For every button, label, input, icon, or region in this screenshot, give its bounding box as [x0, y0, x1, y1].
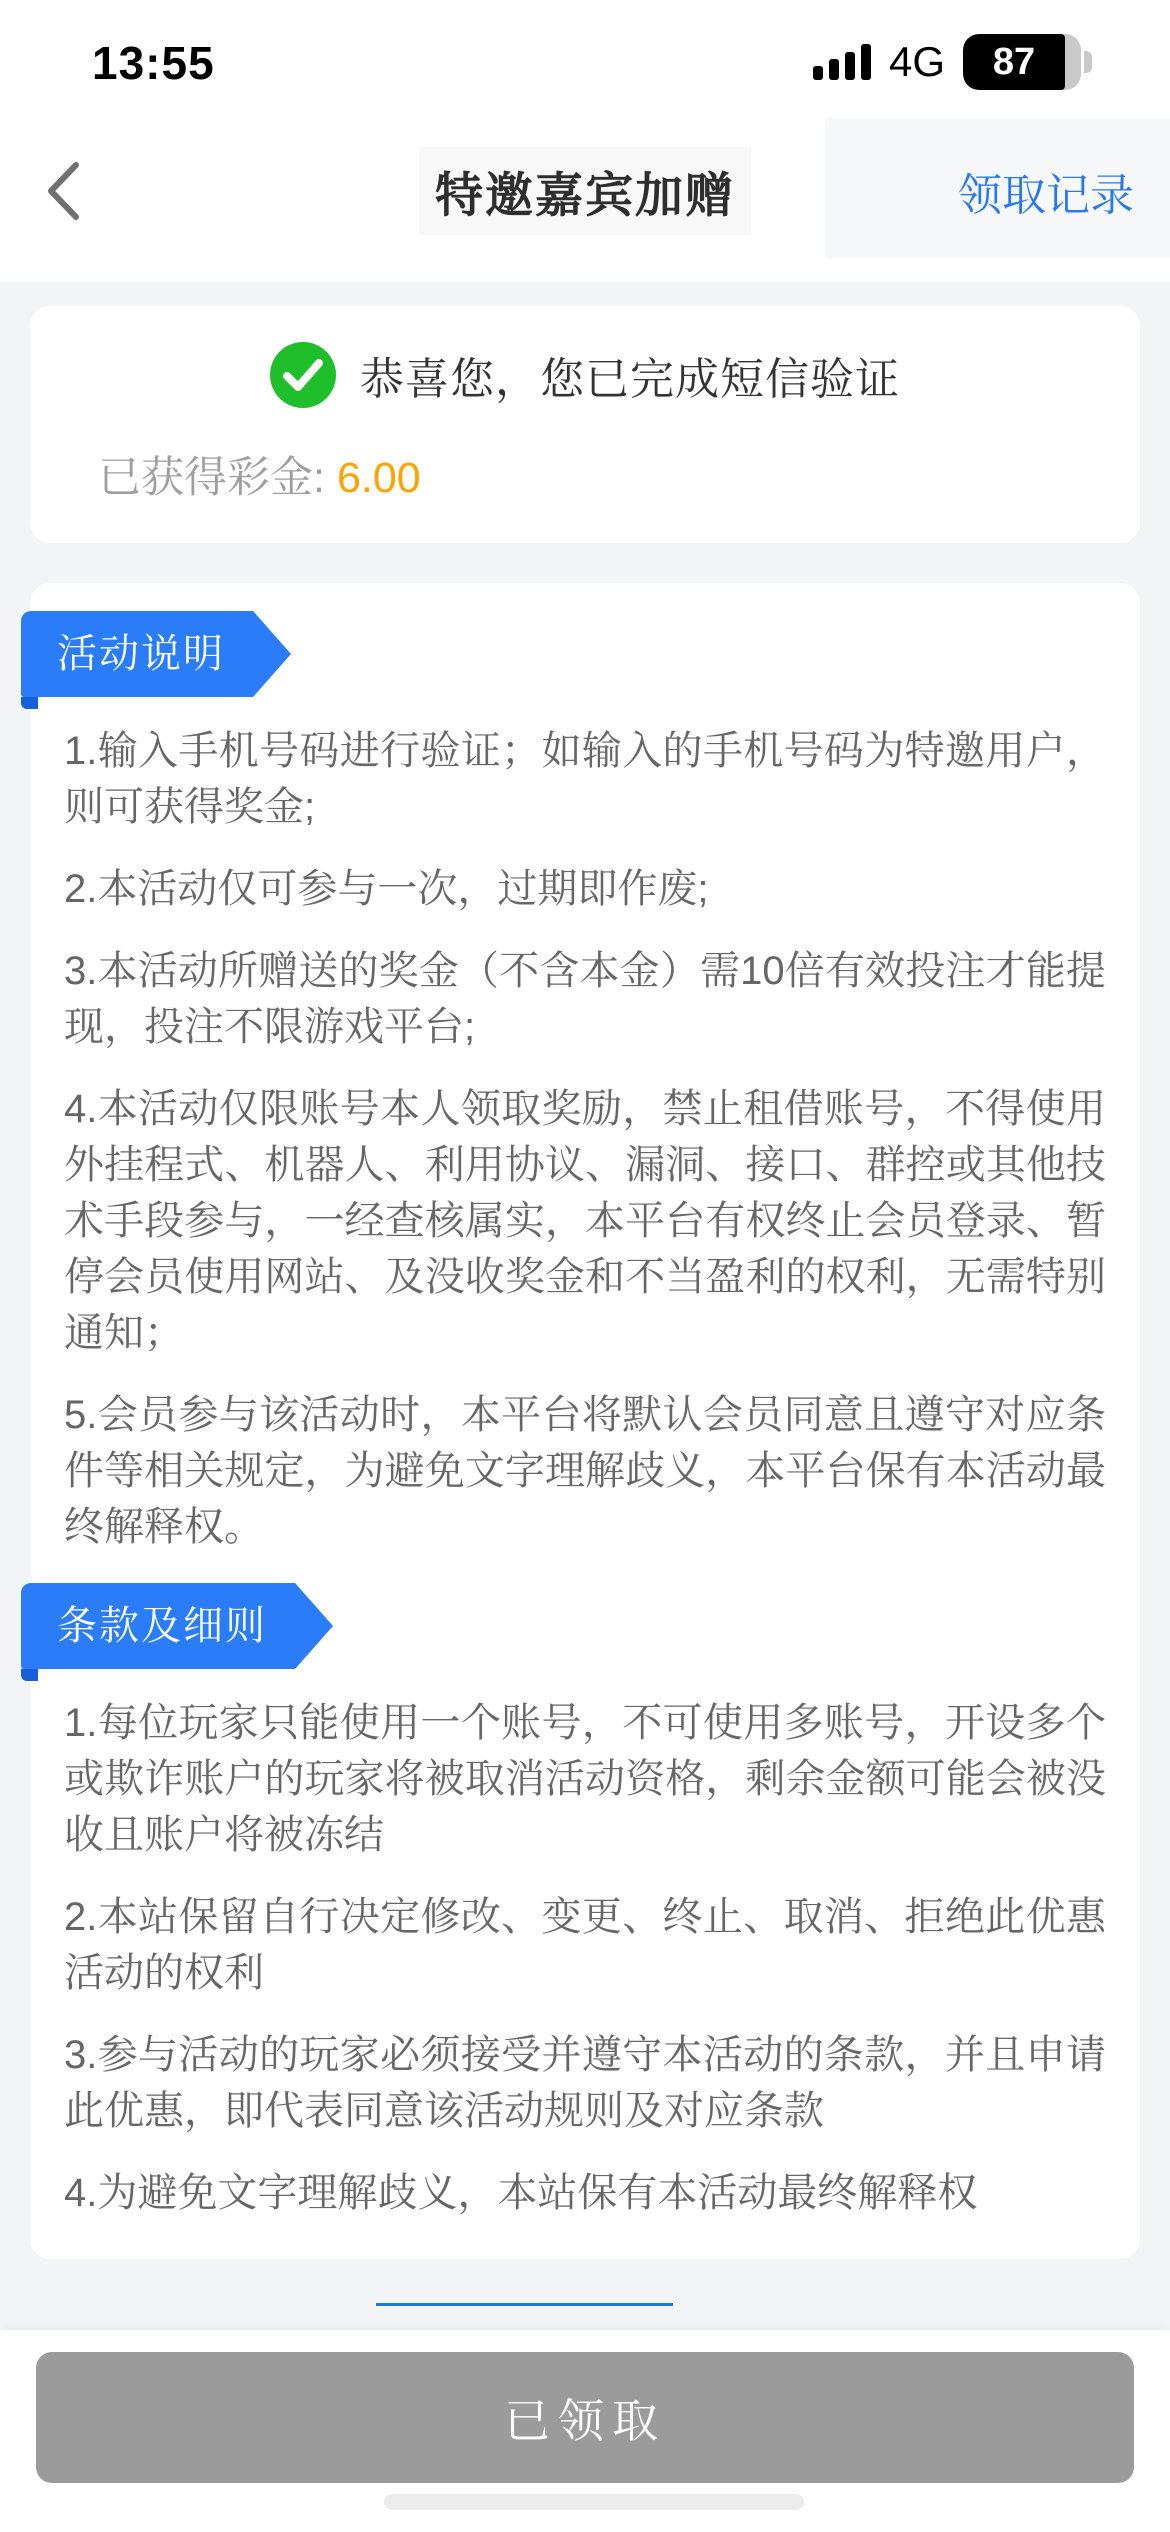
status-icons	[813, 34, 1092, 90]
battery-percent: 87	[992, 40, 1036, 83]
rule-item: 4.本活动仅限账号本人领取奖励，禁止租借账号，不得使用外挂程式、机器人、利用协议、漏洞、接口、群控或其他技术手段参与，一经查核属实，本平台有权终止会员登录、暂停会员使用网站、及没收奖金和不当盈利的权利，无需特别通知；	[64, 1087, 1106, 1355]
terms-section-ribbon	[21, 1583, 295, 1669]
bonus-row	[98, 444, 1106, 505]
claim-history-link[interactable]: 领取记录	[958, 171, 1134, 220]
rule-item: 1.每位玩家只能使用一个账号，不可使用多账号，开设多个或欺诈账户的玩家将被取消活动资格，剩余金额可能会被没收且账户将被冻结	[64, 1701, 1106, 1857]
terms-rules-list	[30, 1695, 1140, 2221]
activity-ribbon-label: 活动说明	[21, 611, 253, 697]
network-type-label: 4G	[888, 38, 945, 85]
activity-section-ribbon	[21, 611, 253, 697]
bonus-amount: 6.00	[336, 454, 421, 502]
rules-card	[30, 583, 1140, 2259]
bonus-label: 已获得彩金:	[98, 454, 325, 502]
rule-item: 2.本站保留自行决定修改、变更、终止、取消、拒绝此优惠活动的权利	[64, 1895, 1106, 1995]
rule-item: 3.本活动所赠送的奖金（不含本金）需10倍有效投注才能提现，投注不限游戏平台;	[64, 949, 1106, 1049]
rule-item: 1.输入手机号码进行验证；如输入的手机号码为特邀用户，则可获得奖金;	[64, 729, 1106, 829]
page-content	[0, 306, 1170, 2259]
nav-header	[0, 100, 1170, 282]
rule-item: 5.会员参与该活动时，本平台将默认会员同意且遵守对应条件等相关规定，为避免文字理解歧义，本平台保有本活动最终解释权。	[64, 1393, 1106, 1549]
activity-rules-list	[30, 723, 1140, 1555]
rule-item: 2.本活动仅可参与一次，过期即作废;	[64, 867, 709, 911]
verification-result-card	[30, 306, 1140, 543]
chevron-left-icon	[45, 160, 81, 222]
rule-item: 4.为避免文字理解歧义，本站保有本活动最终解释权	[64, 2171, 978, 2215]
verification-message: 恭喜您，您已完成短信验证	[360, 355, 900, 404]
clock: 13:55	[92, 37, 215, 89]
page-title: 特邀嘉宾加赠	[434, 169, 736, 223]
scroll-divider-line	[376, 2303, 673, 2306]
ribbon-fold	[21, 697, 38, 709]
back-button[interactable]	[28, 146, 98, 236]
ribbon-fold	[21, 1669, 38, 1681]
page-title-wrap	[419, 147, 751, 236]
home-indicator	[384, 2494, 804, 2510]
bottom-bar	[0, 2330, 1170, 2532]
rule-item: 3.参与活动的玩家必须接受并遵守本活动的条款，并且申请此优惠，即代表同意该活动规则及对应条款	[64, 2033, 1106, 2133]
verification-result-row	[64, 342, 1106, 408]
battery-icon	[963, 34, 1092, 90]
success-check-icon	[270, 342, 336, 408]
status-bar	[0, 0, 1170, 100]
terms-ribbon-label: 条款及细则	[21, 1583, 295, 1669]
signal-strength-icon	[813, 44, 871, 80]
claimed-button[interactable]: 已领取	[36, 2352, 1134, 2483]
